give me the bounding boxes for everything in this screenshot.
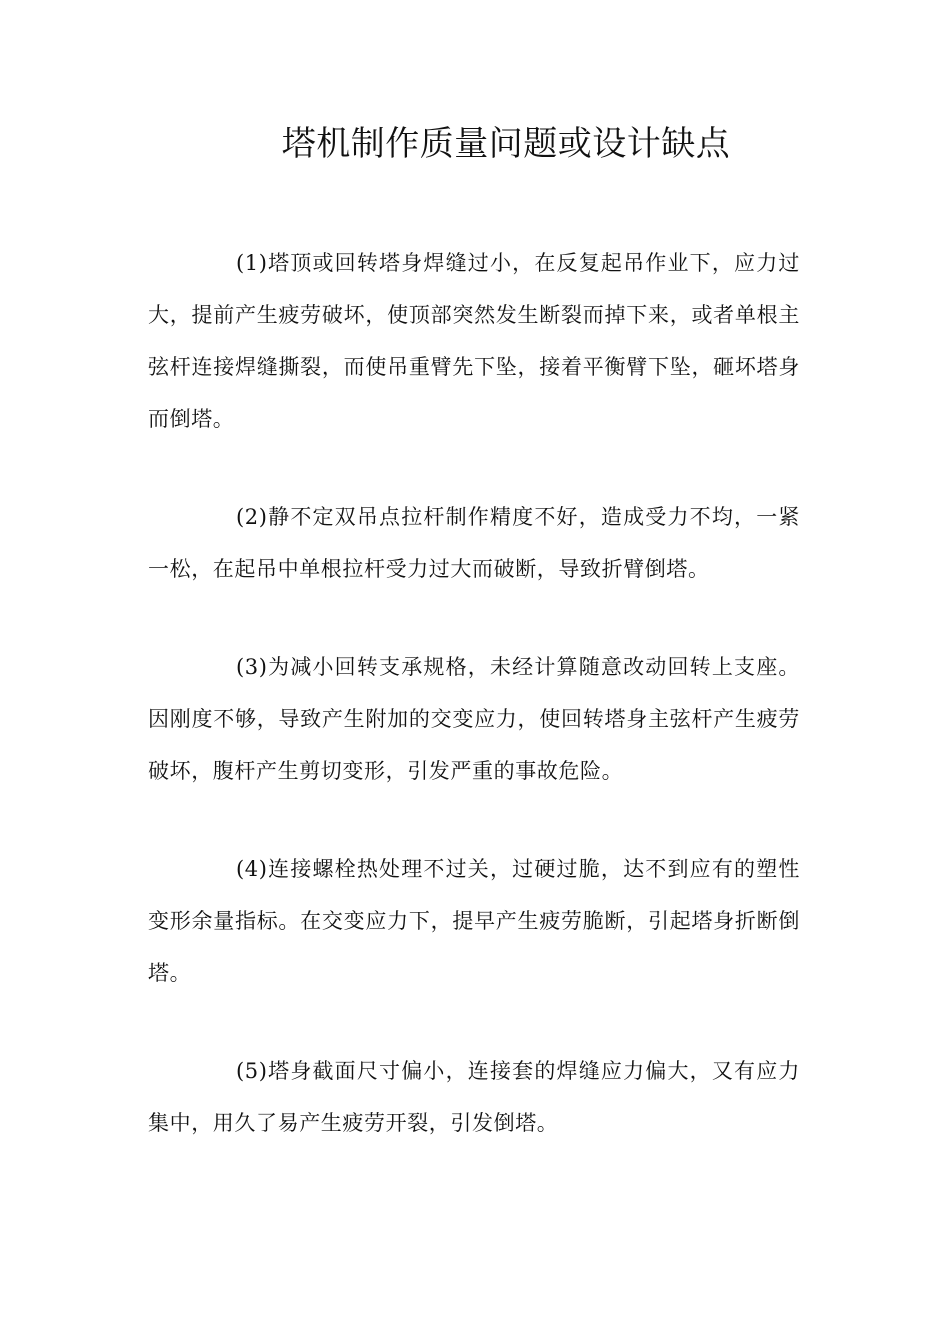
paragraph-5: (5)塔身截面尺寸偏小，连接套的焊缝应力偏大，又有应力集中，用久了易产生疲劳开裂，引发倒塔。 (148, 1059, 800, 1135)
paragraph-2: (2)静不定双吊点拉杆制作精度不好，造成受力不均，一紧一松，在起吊中单根拉杆受力过大而破断，导致折臂倒塔。 (148, 505, 800, 581)
paragraph-1: (1)塔顶或回转塔身焊缝过小，在反复起吊作业下，应力过大，提前产生疲劳破坏，使顶部突然发生断裂而掉下来，或者单根主弦杆连接焊缝撕裂，而使吊重臂先下坠，接着平衡臂下坠，砸坏塔身而倒塔。 (148, 251, 800, 431)
paragraph-3: (3)为减小回转支承规格，未经计算随意改动回转上支座。因刚度不够，导致产生附加的交变应力，使回转塔身主弦杆产生疲劳破坏，腹杆产生剪切变形，引发严重的事故危险。 (148, 655, 800, 783)
document-title: 塔机制作质量问题或设计缺点 (281, 124, 731, 164)
paragraph-4: (4)连接螺栓热处理不过关，过硬过脆，达不到应有的塑性变形余量指标。在交变应力下，提早产生疲劳脆断，引起塔身折断倒塔。 (148, 857, 800, 985)
